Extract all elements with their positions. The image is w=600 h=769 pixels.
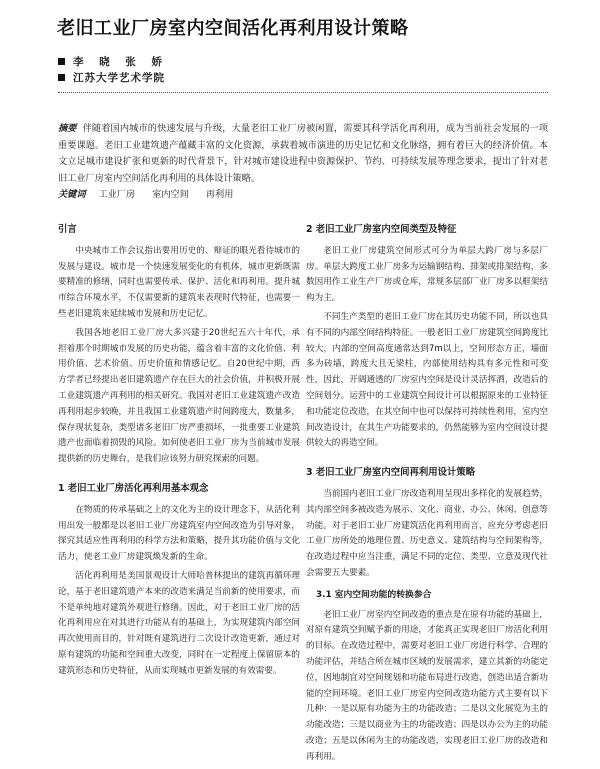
intro-heading: 引言 bbox=[58, 224, 77, 235]
left-column bbox=[58, 222, 300, 683]
paragraph: 不同生产类型的老旧工业厂房在其历史功能不同，所以也具有不同的内部空间结构特征。一般老旧工业厂房建筑空间跨度比较大，内部的空间高度通常达到7m以上，空间形态方正，墙面多为砖墙，跨度大且无梁柱，内部使用结构具有多元性和可变性，因此，开阔通透的厂房室内空间是设计灵活挥洒，改造后的空间划分。运营中的工业建筑空间设计可以根据原来的工业特征和功能定位改造，在其空间中也可以保持可持续性利用，室内空间改造设计，在其生产功能要求的，仍然能够为室内空间设计提供较大的再造空间。 bbox=[306, 311, 548, 449]
section-heading: 3 老旧工业厂房室内空间再利用设计策略 bbox=[306, 467, 476, 479]
square-bullet-icon bbox=[58, 58, 65, 65]
article-title: 老旧工业厂房室内空间活化再利用设计策略 bbox=[57, 18, 409, 39]
affiliation: 江苏大学艺术学院 bbox=[73, 72, 165, 84]
author-line bbox=[58, 54, 168, 69]
authors: 李 晓 张 娇 bbox=[73, 56, 168, 68]
square-bullet-icon bbox=[58, 74, 65, 81]
paragraph: 在物质的传承基础之上的文化为主的设计理念下，从活化利用出发一般都是以老旧工业厂房建筑室内空间改造为引导对象，探究其适应性再利用的科学方法和策略，提升其功能价值与文化活力，使老工业厂房建筑焕发新的生命。 bbox=[58, 504, 300, 563]
section-heading: 2 老旧工业厂房室内空间类型及特征 bbox=[306, 224, 457, 235]
paragraph: 我国各地老旧工业厂房大多兴建于20世纪五六十年代，承担着那个时期城市发展的历史功能，蕴含着丰富的文化价值、利用价值、艺术价值、历史价值和情感记忆。自20世纪中期，西方学者已经提出老旧建筑遗产存在巨大的社会价值，并积极开展工业建筑遗产再利用的相关研究。我国对老旧工业建筑遗产改造再利用起步较晚，并且我国工业建筑遗产时间跨度大，数量多，保存现状复杂，类型诸多老旧厂房严重损坏，一批重要工业建筑遗产也面临着损毁的风险。如何使老旧工业厂房为当前城市发展提供新的历史舞台，是我们应该努力研究探索的问题。 bbox=[58, 327, 300, 465]
affiliation-line bbox=[58, 70, 165, 85]
section-heading: 1 老旧工业厂房活化再利用基本观念 bbox=[58, 482, 209, 494]
paragraph: 当前国内老旧工业厂房改造利用呈现出多样化的发展趋势，其内部空间多被改造为展示、文化、商业、办公、休闲、创意等功能。对于老旧工业厂房建筑活化再利用而言，应充分考虑老旧工业厂房所处的地理位置、历史意义、建筑结构与空间架构等，在改造过程中应当注重，满足不同的定位、类型、立意及现代社会需要五大要素。 bbox=[306, 488, 548, 578]
paragraph: 活化再利用是美国景观设计大师哈普林提出的建筑再循环理论，基于老旧建筑遗产本来的改造来满足当前新的使用要求，而不是单纯地对建筑外观进行修缮。因此，对于老旧工业厂房的活化再利用应在对其进行功能从有的基础上，为实现建筑内部空间再次使用而目的，针对既有建筑进行二次设计改造更新，通过对原有建筑的功能和空间重大改变，同时在一定程度上保留原本的建筑形态和历史特征，从而实现城市更新发展的有效需要。 bbox=[58, 570, 300, 676]
header-divider bbox=[58, 92, 548, 93]
paragraph: 老旧工业厂房室内空间改造的重点是在原有功能的基础上，对原有建筑空间赋予新的用途，才能真正实现老旧厂房活化利用的目标。在改造过程中，需要对老旧工业厂房进行科学、合理的功能评估，并结合所在城市区域的发展需求，建立其新的功能定位，因地制宜对空间规划和功能布局进行改造，创造出适合新功能的空间环境。老旧工业厂房室内空间改造功能方式主要有以下几种：一是以原有功能为主的功能改造；二是以文化展览为主的功能改造；三是以商业为主的功能改造；四是以办公为主的功能改造；五是以休闲为主的功能改造，实现老旧工业厂房的改造和再利用。 bbox=[306, 609, 548, 762]
paragraph: 中央城市工作会议指出要用历史的、辩证的眼光看待城市的发展与建设。城市是一个快速发展变化的有机体，城市更新既需要精准的修缮，同时也需要传承、保护、活化和再利用。提升城市综合环境水平，不仅需要新的建筑来表现时代特征，也需要一些老旧建筑来延续城市发展和历史记忆。 bbox=[58, 245, 300, 319]
keyword: 室内空间 bbox=[152, 189, 189, 200]
keywords-label: 关键词 bbox=[58, 189, 86, 200]
subsection-heading: 3.1 室内空间功能的转换参合 bbox=[316, 589, 432, 600]
keyword: 工业厂房 bbox=[98, 189, 136, 200]
abstract bbox=[58, 121, 548, 187]
keywords bbox=[58, 186, 247, 200]
right-column bbox=[306, 222, 548, 769]
keyword: 再利用 bbox=[205, 189, 234, 200]
abstract-text: 伴随着国内城市的快速发展与升级，大量老旧工业厂房被闲置，需要其科学活化再利用，成为当前社会发展的一项重要课题。老旧工业建筑遗产蕴藏丰富的文化资源，承载着城市演进的历史记忆和文化脉络，拥有着巨大的经济价值。本文立足城市建设扩张和更新的时代背景下，针对城市建设进程中资源保护、节约、可持续发展等理念要求，提出了针对老旧工业厂房室内空间活化再利用的具体设计策略。 bbox=[58, 123, 549, 184]
abstract-label: 摘要 bbox=[58, 123, 77, 134]
paragraph: 老旧工业厂房建筑空间形式可分为单层大跨厂房与多层厂房。单层大跨度工业厂房多为运输钢结构、排架或排架结构，多数因用作工业生产厂房或仓库，常规多层部厂业厂房多以框架结构为主。 bbox=[306, 245, 548, 304]
